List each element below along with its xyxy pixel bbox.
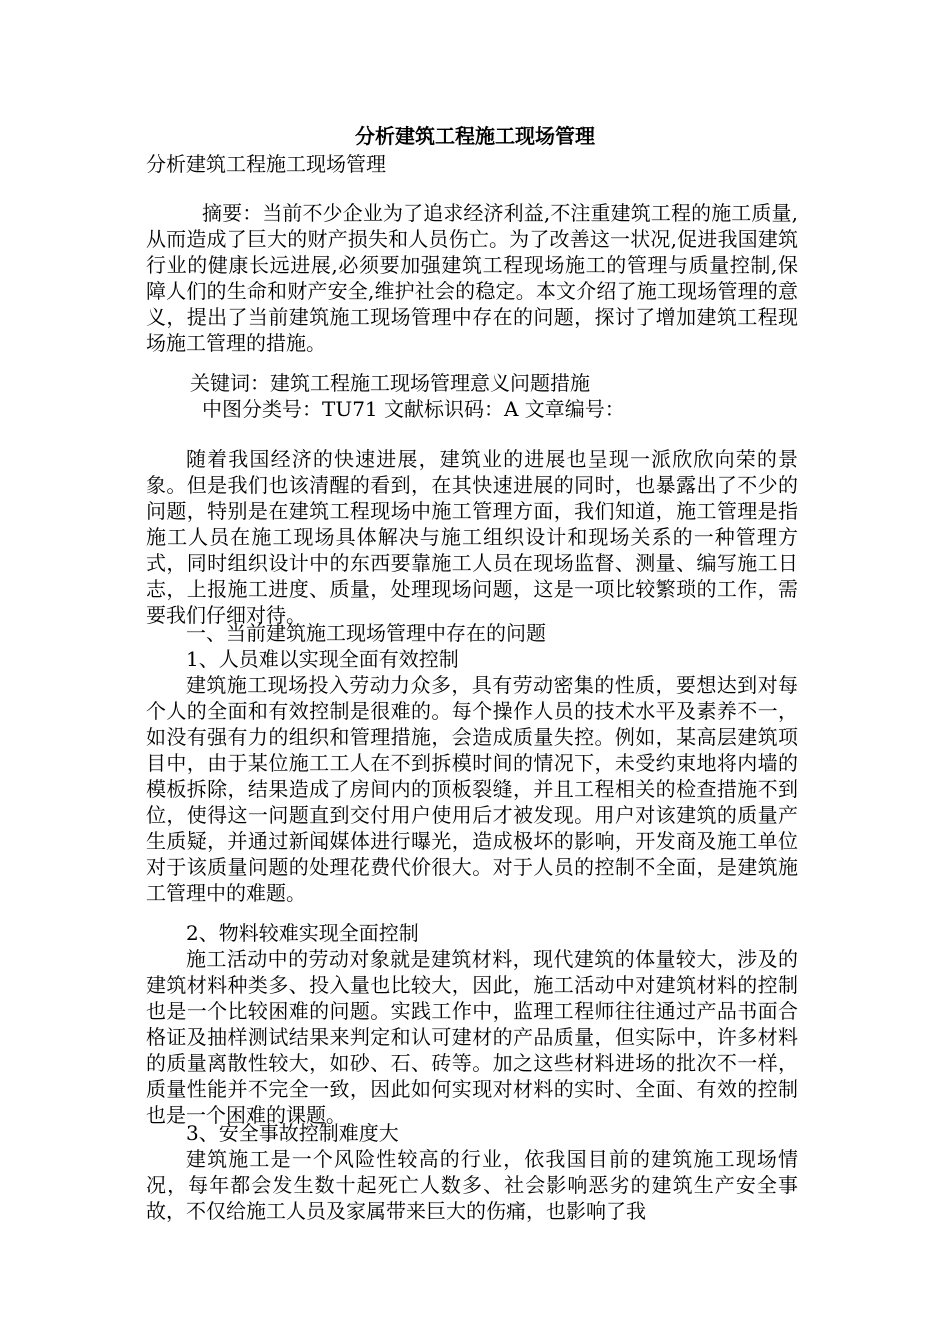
document-subtitle: 分析建筑工程施工现场管理: [146, 152, 386, 176]
subsection-heading-2: 2、物料较难实现全面控制: [186, 921, 419, 945]
subsection-body-2: 施工活动中的劳动对象就是建筑材料，现代建筑的体量较大，涉及的建筑材料种类多、投入量也比较大，因此，施工活动中对建筑材料的控制也是一个比较困难的问题。实践工作中，监理工程师往往通过产品书面合格证及抽样测试结果来判定和认可建材的产品质量，但实际中，许多材料的质量离散性较大，如砂、石、砖等。加之这些材料进场的批次不一样，质量性能并不完全一致，因此如何实现对材料的实时、全面、有效的控制也是一个困难的课题。: [146, 947, 798, 1127]
document-title: 分析建筑工程施工现场管理: [355, 124, 595, 148]
intro-paragraph: 随着我国经济的快速进展，建筑业的进展也呈现一派欣欣向荣的景象。但是我们也该清醒的看到，在其快速进展的同时，也暴露出了不少的问题，特别是在建筑工程现场中施工管理方面，我们知道，施工管理是指施工人员在施工现场具体解决与施工组织设计和现场关系的一种管理方式，同时组织设计中的东西要靠施工人员在现场监督、测量、编写施工日志，上报施工进度、质量，处理现场问题，这是一项比较繁琐的工作，需要我们仔细对待。: [146, 447, 798, 627]
subsection-heading-3: 3、安全事故控制难度大: [186, 1121, 399, 1145]
keywords-line: 关键词：建筑工程施工现场管理意义问题措施: [190, 371, 590, 395]
subsection-body-3: 建筑施工是一个风险性较高的行业，依我国目前的建筑施工现场情况，每年都会发生数十起死亡人数多、社会影响恶劣的建筑生产安全事故，不仅给施工人员及家属带来巨大的伤痛，也影响了我: [146, 1147, 798, 1223]
classification-line: 中图分类号：TU71 文献标识码：A 文章编号：: [202, 397, 625, 421]
abstract-paragraph: 摘要：当前不少企业为了追求经济利益,不注重建筑工程的施工质量,从而造成了巨大的财产损失和人员伤亡。为了改善这一状况,促进我国建筑行业的健康长远进展,必须要加强建筑工程现场施工的管理与质量控制,保障人们的生命和财产安全,维护社会的稳定。本文介绍了施工现场管理的意义，提出了当前建筑施工现场管理中存在的问题，探讨了增加建筑工程现场施工管理的措施。: [146, 201, 798, 355]
subsection-heading-1: 1、人员难以实现全面有效控制: [186, 647, 459, 671]
subsection-body-1: 建筑施工现场投入劳动力众多，具有劳动密集的性质，要想达到对每个人的全面和有效控制是很难的。每个操作人员的技术水平及素养不一，如没有强有力的组织和管理措施，会造成质量失控。例如，某高层建筑项目中，由于某位施工工人在不到拆模时间的情况下，未受约束地将内墙的模板拆除，结果造成了房间内的顶板裂缝，并且工程相关的检查措施不到位，使得这一问题直到交付用户使用后才被发现。用户对该建筑的质量产生质疑，并通过新闻媒体进行曝光，造成极坏的影响，开发商及施工单位对于该质量问题的处理花费代价很大。对于人员的控制不全面，是建筑施工管理中的难题。: [146, 673, 798, 905]
section-heading: 一、当前建筑施工现场管理中存在的问题: [186, 621, 546, 645]
